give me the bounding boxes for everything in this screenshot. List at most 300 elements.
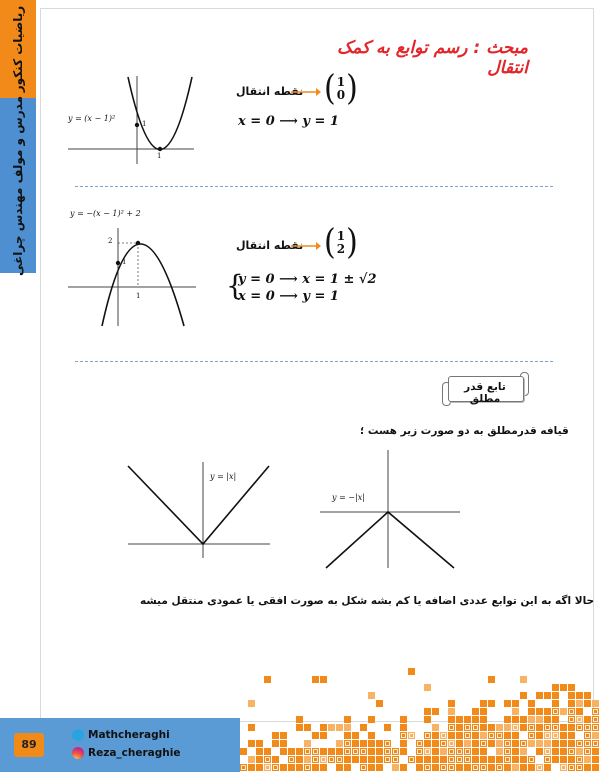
pixel-block [552,732,559,739]
pixel-block [272,764,279,771]
pixel-block [256,740,263,747]
pixel-block [288,764,295,771]
pixel-block [464,724,471,731]
pixel-block [528,740,535,747]
pixel-block [368,732,375,739]
pixel-block [416,764,423,771]
pixel-block [536,692,543,699]
pixel-block [552,716,559,723]
pixel-block [464,732,471,739]
pixel-block [368,756,375,763]
pixel-block [344,764,351,771]
pixel-block [440,756,447,763]
pixel-block [512,724,519,731]
pixel-block [568,700,575,707]
pixel-block [392,748,399,755]
pixel-block [536,732,543,739]
pixel-block [376,740,383,747]
pixel-block [568,764,575,771]
pixel-block [568,748,575,755]
pixel-block [448,740,455,747]
pixel-block [352,748,359,755]
pixel-block [264,756,271,763]
pixel-block [504,748,511,755]
pixel-block [576,700,583,707]
pixel-block [424,708,431,715]
pixel-block [256,748,263,755]
pixel-block [272,732,279,739]
pixel-block [576,716,583,723]
pixel-block [360,740,367,747]
pixel-block [400,764,407,771]
pixel-block [448,732,455,739]
pixel-block [488,756,495,763]
pixel-block [560,756,567,763]
graph1-shift-vector: ( 1 0 ) [324,68,358,109]
pixel-block [424,716,431,723]
pixel-block [544,732,551,739]
pixel-block [552,756,559,763]
pixel-block [400,740,407,747]
pixel-block [344,716,351,723]
pixel-block [416,740,423,747]
graph2-tick-y1: 1 [122,258,127,266]
telegram-text: Mathcheraghi [88,729,170,741]
pixel-block [560,708,567,715]
pixel-block [584,700,591,707]
arrow-icon [290,86,322,98]
pixel-block [504,716,511,723]
pixel-block [320,724,327,731]
pixel-block [496,748,503,755]
pixel-block [256,764,263,771]
pixel-block [592,764,599,771]
pixel-block [272,740,279,747]
pixel-block [520,764,527,771]
pixel-block [296,724,303,731]
pixel-block [320,756,327,763]
pixel-block [432,724,439,731]
pixel-block [520,748,527,755]
pixel-block [528,700,535,707]
pixel-block [592,756,599,763]
pixel-block [392,756,399,763]
pixel-block [504,732,511,739]
pixel-block [472,716,479,723]
parabola-curve [102,244,184,326]
telegram-icon [72,729,84,741]
pixel-block [424,764,431,771]
graph-abs-negative [318,448,462,570]
pixel-block [496,732,503,739]
pixel-block [520,740,527,747]
pixel-block [512,756,519,763]
pixel-block [544,692,551,699]
pixel-block [584,692,591,699]
divider [75,361,553,362]
abs-curve [128,466,269,544]
pixel-block [544,708,551,715]
sidebar-subject-tab [0,0,36,98]
pixel-block [344,740,351,747]
pixel-block [312,676,319,683]
pixel-block [544,756,551,763]
pixel-block [248,756,255,763]
pixel-block [528,756,535,763]
pixel-block [376,764,383,771]
pixel-block [584,740,591,747]
sidebar-author-label: مدرس و مولف مهندس چراغی [11,95,25,276]
pixel-block [472,748,479,755]
pixel-block [480,716,487,723]
pixel-block [520,756,527,763]
pixel-block [344,748,351,755]
pixel-block [480,700,487,707]
pixel-block [512,764,519,771]
abs-minus-label: y = −|x| [332,493,365,502]
pixel-block [440,748,447,755]
pixel-block [336,764,343,771]
pixel-block [280,764,287,771]
pixel-block [544,724,551,731]
vertex-point [158,147,162,151]
pixel-block [592,732,599,739]
graph2-shift-label: نقطه انتقال [236,239,304,252]
pixel-block [520,692,527,699]
pixel-block [368,748,375,755]
instagram-handle[interactable] [72,747,180,759]
pixel-block [408,668,415,675]
pixel-block [568,740,575,747]
pixel-block [464,748,471,755]
pixel-block [320,764,327,771]
graph-parabola-down [66,222,198,330]
graph2-rule-b: x = 0 ⟶ y = 1 [238,289,339,304]
pixel-block [536,748,543,755]
pixel-block [560,748,567,755]
pixel-block [384,756,391,763]
pixel-block [496,756,503,763]
pixel-block [504,724,511,731]
pixel-block [536,724,543,731]
pixel-block [248,740,255,747]
pixel-block [464,756,471,763]
vertex-point [136,241,140,245]
pixel-block [376,700,383,707]
pixel-block [312,756,319,763]
pixel-block [368,692,375,699]
pixel-block [328,748,335,755]
pixel-block [448,756,455,763]
pixel-block [360,724,367,731]
pixel-block [272,756,279,763]
pixel-block [424,732,431,739]
pixel-block [568,684,575,691]
pixel-block [592,708,599,715]
pixel-block [456,716,463,723]
pixel-block [432,708,439,715]
pixel-block [504,700,511,707]
graph1-tick-y1: 1 [142,120,147,128]
pixel-block [496,764,503,771]
pixel-block [568,692,575,699]
pixel-block [472,764,479,771]
pixel-block [528,764,535,771]
pixel-block [384,724,391,731]
pixel-block [240,748,247,755]
pixel-block [584,764,591,771]
page-number: 89 [14,733,44,757]
pixel-block [592,740,599,747]
pixel-block [456,764,463,771]
pixel-block [504,740,511,747]
pixel-block [456,748,463,755]
pixel-block [312,764,319,771]
pixel-block [544,716,551,723]
pixel-block [488,676,495,683]
pixel-block [552,684,559,691]
pixel-block [568,756,575,763]
pixel-block [576,756,583,763]
vector-top: 1 [336,229,346,243]
pixel-block [504,756,511,763]
pixel-block [312,748,319,755]
closing-paragraph: حالا اگه به این توابع عددی اضافه یا کم بشه شکل به صورت افقی یا عمودی منتقل میشه [140,595,595,607]
pixel-block [520,716,527,723]
pixel-block [472,756,479,763]
pixel-block [584,732,591,739]
pixel-block [320,732,327,739]
pixel-block [432,756,439,763]
pixel-block [280,748,287,755]
pixel-block [576,748,583,755]
pixel-block [544,764,551,771]
instagram-icon [72,747,84,759]
pixel-block [256,756,263,763]
pixel-block [576,692,583,699]
pixel-block [536,716,543,723]
pixel-block [512,700,519,707]
pixel-block [448,748,455,755]
system-brace: { [226,269,244,302]
pixel-block [592,716,599,723]
page-heading: مبحث : رسم توابع به کمک انتقال [336,38,528,78]
pixel-block [320,676,327,683]
pixel-block [480,756,487,763]
pixel-block [472,732,479,739]
pixel-block [304,756,311,763]
pixel-block [368,716,375,723]
pixel-block [336,724,343,731]
pixel-block [480,732,487,739]
pixel-block [432,740,439,747]
pixel-block [592,700,599,707]
pixel-block [328,724,335,731]
pixel-block [424,748,431,755]
instagram-text: Reza_cheraghie [88,747,181,759]
pixel-block [576,740,583,747]
pixel-block [264,764,271,771]
pixel-block [352,732,359,739]
pixel-block [464,764,471,771]
sidebar-subject-label: ریاضیات کنکور [11,5,25,93]
pixel-block [552,692,559,699]
pixel-block [440,732,447,739]
pixel-block [512,748,519,755]
pixel-block [376,756,383,763]
pixel-block [472,708,479,715]
pixel-block [560,732,567,739]
pixel-block [528,724,535,731]
pixel-block [304,748,311,755]
divider [75,186,553,187]
pixel-block [576,724,583,731]
graph1-tick-x1: 1 [157,152,162,160]
pixel-block [544,748,551,755]
pixel-block [496,740,503,747]
pixel-block [512,740,519,747]
pixel-block [432,748,439,755]
pixel-block [440,764,447,771]
pixel-block [312,732,319,739]
pixel-block [576,708,583,715]
pixel-block [448,724,455,731]
pixel-block [264,748,271,755]
pixel-block [384,740,391,747]
graph1-shift-label: نقطه انتقال [236,85,304,98]
pixel-block [560,684,567,691]
pixel-block [448,716,455,723]
pixel-block [304,740,311,747]
pixel-block [416,756,423,763]
pixel-block [528,716,535,723]
pixel-block [536,740,543,747]
pixel-block [280,732,287,739]
pixel-block [392,764,399,771]
pixel-block [528,732,535,739]
pixel-block [584,748,591,755]
section-title-scroll [440,372,528,406]
pixel-block [544,740,551,747]
graph2-tick-y2: 2 [108,237,113,245]
vector-bottom: 2 [336,242,346,256]
pixel-block [568,732,575,739]
pixel-block [280,740,287,747]
pixel-block [520,724,527,731]
pixel-block [344,732,351,739]
pixel-block [512,708,519,715]
pixel-block [320,748,327,755]
pixel-block [448,708,455,715]
pixel-block [296,756,303,763]
telegram-handle[interactable] [72,729,170,741]
pixel-block [416,748,423,755]
decorative-pixel-pattern [240,660,600,772]
pixel-block [488,700,495,707]
pixel-block [400,724,407,731]
pixel-block [488,732,495,739]
graph-abs-positive [126,460,272,560]
pixel-block [584,716,591,723]
pixel-block [248,764,255,771]
pixel-block [296,716,303,723]
pixel-block [552,748,559,755]
pixel-block [376,748,383,755]
pixel-block [336,748,343,755]
pixel-block [560,724,567,731]
pixel-block [360,764,367,771]
pixel-block [248,700,255,707]
pixel-block [456,724,463,731]
pixel-block [440,740,447,747]
parabola-curve [128,77,192,150]
pixel-block [552,708,559,715]
pixel-block [488,740,495,747]
pixel-block [264,676,271,683]
pixel-block [456,732,463,739]
pixel-block [328,756,335,763]
graph2-tick-x1: 1 [136,292,141,300]
pixel-block [568,716,575,723]
pixel-block [560,740,567,747]
pixel-block [584,756,591,763]
pixel-block [448,700,455,707]
y-intercept-point [116,261,120,265]
pixel-block [336,740,343,747]
pixel-block [400,748,407,755]
pixel-block [536,764,543,771]
graph1-equation: y = (x − 1)² [68,114,116,123]
pixel-block [344,724,351,731]
pixel-block [304,724,311,731]
pixel-block [384,748,391,755]
pixel-block [504,764,511,771]
section-title: تابع قدر مطلق [464,381,506,405]
pixel-block [568,724,575,731]
pixel-block [464,716,471,723]
graph2-rule-a: y = 0 ⟶ x = 1 ± √2 [238,272,377,287]
intro-paragraph: قیافه قدرمطلق به دو صورت زیر هست ؛ [360,425,569,437]
pixel-block [552,700,559,707]
arrow-icon [290,240,322,252]
pixel-block [552,724,559,731]
pixel-block [488,724,495,731]
pixel-block [400,732,407,739]
pixel-block [336,756,343,763]
abs-plus-label: y = |x| [210,472,237,481]
pixel-block [296,764,303,771]
pixel-block [480,724,487,731]
pixel-block [360,756,367,763]
pixel-block [528,708,535,715]
pixel-block [304,764,311,771]
pixel-block [248,724,255,731]
pixel-block [592,724,599,731]
graph2-shift-vector: ( 1 2 ) [324,222,358,263]
sidebar-author-tab [0,95,36,276]
pixel-block [448,764,455,771]
pixel-block [288,748,295,755]
pixel-block [456,756,463,763]
pixel-block [536,708,543,715]
pixel-block [296,748,303,755]
pixel-block [432,764,439,771]
pixel-block [480,764,487,771]
pixel-block [424,684,431,691]
pixel-block [240,764,247,771]
pixel-block [408,756,415,763]
pixel-block [432,732,439,739]
